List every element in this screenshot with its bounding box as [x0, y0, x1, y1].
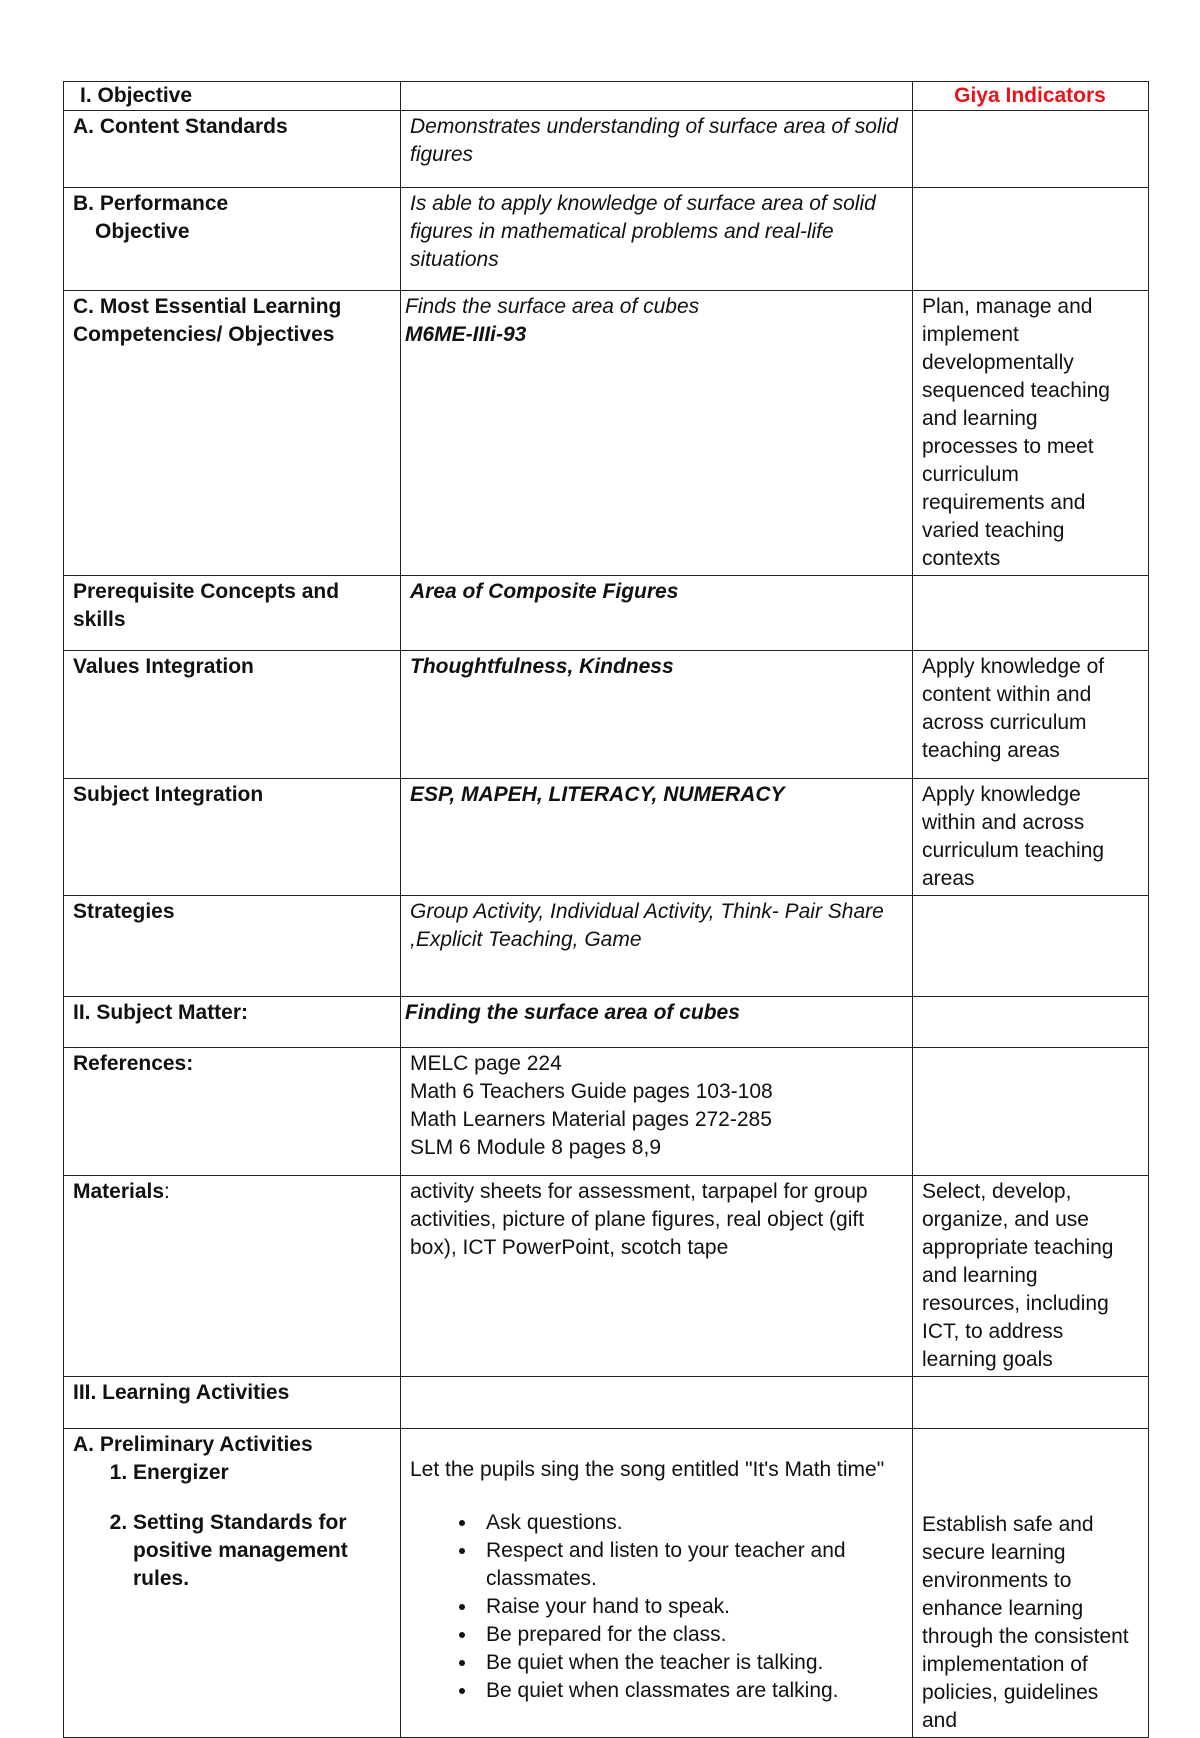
- references-label: References:: [64, 1048, 401, 1176]
- preliminary-row: [64, 1429, 1149, 1738]
- values-indicator: Apply knowledge of content within and across curriculum teaching areas: [913, 651, 1149, 779]
- prerequisite-row: [64, 576, 1149, 651]
- rules-list: [410, 1509, 902, 1705]
- preliminary-sub-list: [73, 1459, 390, 1593]
- rule-item: • Raise your hand to speak.: [478, 1593, 902, 1621]
- performance-indicator: [913, 188, 1149, 291]
- references-row: [64, 1048, 1149, 1176]
- preliminary-content-cell: [401, 1429, 913, 1738]
- melc-row: [64, 291, 1149, 576]
- performance-value: Is able to apply knowledge of surface area of solid figures in mathematical problems and real-life situations: [401, 188, 913, 291]
- content-standards-value: Demonstrates understanding of surface area of solid figures: [401, 111, 913, 188]
- strategies-value: Group Activity, Individual Activity, Think- Pair Share ,Explicit Teaching, Game: [401, 896, 913, 997]
- header-empty-cell: [401, 82, 913, 111]
- subject-matter-row: [64, 997, 1149, 1048]
- values-value: Thoughtfulness, Kindness: [401, 651, 913, 779]
- reference-item: Math Learners Material pages 272-285: [410, 1108, 772, 1131]
- preliminary-indicator: Establish safe and secure learning environments to enhance learning through the consistent implementation of policies, guidelines and: [922, 1513, 1129, 1732]
- prerequisite-value: Area of Composite Figures: [401, 576, 913, 651]
- materials-indicator: Select, develop, organize, and use appropriate teaching and learning resources, including ICT, to address learning goals: [913, 1176, 1149, 1377]
- subject-integration-label: Subject Integration: [64, 779, 401, 896]
- learning-activities-row: [64, 1377, 1149, 1429]
- reference-item: MELC page 224: [410, 1052, 562, 1075]
- subject-integration-indicator: Apply knowledge within and across curriculum teaching areas: [913, 779, 1149, 896]
- performance-label: [64, 188, 401, 291]
- references-indicator: [913, 1048, 1149, 1176]
- rule-item: • Be quiet when classmates are talking.: [478, 1677, 902, 1705]
- materials-label: Materials: [73, 1180, 165, 1203]
- sub-item-setting-standards: 2. Setting Standards for positive management rules.: [133, 1509, 390, 1593]
- learning-activities-label: III. Learning Activities: [64, 1377, 401, 1429]
- rule-item: • Respect and listen to your teacher and classmates.: [478, 1537, 902, 1593]
- reference-item: SLM 6 Module 8 pages 8,9: [410, 1136, 661, 1159]
- rule-item: • Be prepared for the class.: [478, 1621, 902, 1649]
- giya-indicators-heading: Giya Indicators: [913, 82, 1149, 111]
- preliminary-label: A. Preliminary Activities: [73, 1433, 313, 1456]
- energizer-text: Let the pupils sing the song entitled "It's Math time": [410, 1458, 885, 1481]
- performance-label-line2: Objective: [95, 220, 190, 243]
- lesson-plan-table: [63, 81, 1149, 1738]
- subject-matter-label: II. Subject Matter:: [64, 997, 401, 1048]
- subject-integration-row: [64, 779, 1149, 896]
- materials-colon: :: [164, 1180, 170, 1203]
- melc-value-cell: [401, 291, 913, 576]
- melc-label: C. Most Essential Learning Competencies/ Objectives: [64, 291, 401, 576]
- strategies-indicator: [913, 896, 1149, 997]
- preliminary-indicator-cell: [913, 1429, 1149, 1738]
- performance-label-line1: B. Performance: [73, 192, 229, 215]
- melc-indicator: Plan, manage and implement developmentally sequenced teaching and learning processes to meet curriculum requirements and varied teaching contexts: [913, 291, 1149, 576]
- subject-matter-value: Finding the surface area of cubes: [401, 997, 913, 1048]
- strategies-label: Strategies: [64, 896, 401, 997]
- materials-value: activity sheets for assessment, tarpapel for group activities, picture of plane figures, real object (gift box), ICT PowerPoint, scotch tape: [401, 1176, 913, 1377]
- preliminary-label-cell: [64, 1429, 401, 1738]
- values-row: [64, 651, 1149, 779]
- header-row: [64, 82, 1149, 111]
- melc-value: Finds the surface area of cubes: [405, 295, 700, 318]
- content-standards-indicator: [913, 111, 1149, 188]
- prerequisite-indicator: [913, 576, 1149, 651]
- sub-item-energizer: 1. Energizer: [133, 1459, 390, 1487]
- references-list: [401, 1048, 913, 1176]
- prerequisite-label: Prerequisite Concepts and skills: [64, 576, 401, 651]
- subject-integration-value: ESP, MAPEH, LITERACY, NUMERACY: [401, 779, 913, 896]
- materials-label-cell: [64, 1176, 401, 1377]
- performance-row: [64, 188, 1149, 291]
- content-standards-label: A. Content Standards: [64, 111, 401, 188]
- content-standards-row: [64, 111, 1149, 188]
- learning-activities-indicator: [913, 1377, 1149, 1429]
- objective-heading: I. Objective: [64, 82, 401, 111]
- rule-item: • Ask questions.: [478, 1509, 902, 1537]
- strategies-row: [64, 896, 1149, 997]
- learning-activities-empty: [401, 1377, 913, 1429]
- rule-item: • Be quiet when the teacher is talking.: [478, 1649, 902, 1677]
- subject-matter-indicator: [913, 997, 1149, 1048]
- reference-item: Math 6 Teachers Guide pages 103-108: [410, 1080, 773, 1103]
- melc-code: M6ME-IIIi-93: [405, 323, 527, 346]
- materials-row: [64, 1176, 1149, 1377]
- values-label: Values Integration: [64, 651, 401, 779]
